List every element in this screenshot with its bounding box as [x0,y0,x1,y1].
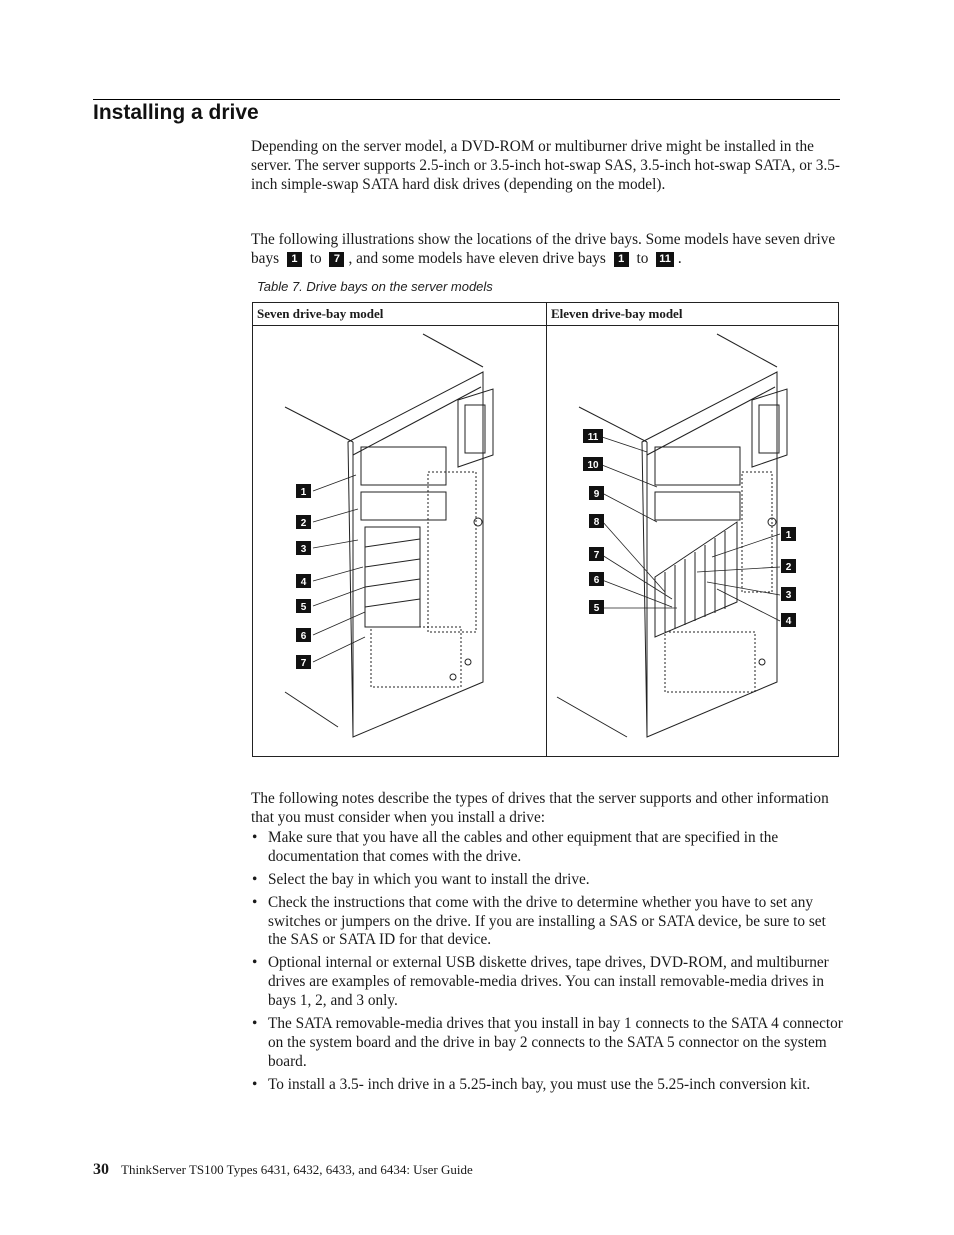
right-label-6: 6 [593,575,600,586]
left-label-2: 2 [300,518,307,529]
to-text-1: to [309,249,322,267]
bays-text-a: The following illustrations show the locations of the drive bays. Some models have seven drive bays [251,231,836,267]
notes-intro: The following notes describe the types of drives that the server supports and other information that you must consider when you install a drive: [251,790,829,826]
left-label-4: 4 [300,577,307,588]
badge-11: 11 [656,252,674,267]
left-label-5: 5 [300,602,307,613]
right-label-1: 1 [785,530,792,541]
right-label-8: 8 [593,517,600,528]
right-label-5: 5 [593,603,600,614]
right-label-7: 7 [593,550,600,561]
right-label-badges [583,429,796,627]
right-label-2: 2 [785,562,792,573]
list-item: • Make sure that you have all the cables and other equipment that are specified in the documentation that comes with the drive. [251,829,843,867]
bays-paragraph [251,231,843,269]
right-label-9: 9 [593,489,600,500]
list-item: • The SATA removable-media drives that you install in bay 1 connects to the SATA 4 connector on the system board and the drive in bay 2 connects to the SATA 5 connector on the system board. [251,1015,843,1071]
page-footer [93,1161,473,1179]
bays-text-b: , and some models have eleven drive bays [348,249,606,267]
col2-header: Eleven drive-bay model [547,303,838,326]
right-label-11: 11 [587,432,599,443]
badge-1b: 1 [614,252,629,267]
left-label-3: 3 [300,544,307,555]
right-label-10: 10 [587,460,599,471]
page-number: 30 [93,1161,109,1178]
left-label-7: 7 [300,658,307,669]
badge-7: 7 [329,252,344,267]
bays-text-c: . [677,249,682,267]
to-text-2: to [636,249,649,267]
eleven-bay-illustration [547,327,838,755]
left-label-badges [296,484,311,669]
badge-1: 1 [287,252,302,267]
heading-rule [93,99,840,100]
right-label-3: 3 [785,590,792,601]
left-label-6: 6 [300,631,307,642]
footer-title: ThinkServer TS100 Types 6431, 6432, 6433, and 6434: User Guide [121,1162,473,1177]
list-item: • Check the instructions that come with the drive to determine whether you have to set any switches or jumpers on the drive. If you are installing a SAS or SATA device, be sure to set the SAS or SATA ID for that device. [251,894,843,950]
intro-paragraph: Depending on the server model, a DVD-ROM or multiburner drive might be installed in the server. The server supports 2.5-inch or 3.5-inch hot-swap SAS, 3.5-inch hot-swap SATA, or 3.5-inch simple-swap SATA hard disk drives (depending on the model). [251,138,841,193]
list-item: • Optional internal or external USB diskette drives, tape drives, DVD-ROM, and multiburner drives are examples of removable-media drives. You can install removable-media drives in bays 1, 2, and 3 only. [251,954,843,1010]
list-item: • To install a 3.5- inch drive in a 5.25-inch bay, you must use the 5.25-inch conversion kit. [251,1076,843,1095]
table-caption: Table 7. Drive bays on the server models [257,279,493,294]
left-label-1: 1 [300,487,307,498]
list-item: • Select the bay in which you want to install the drive. [251,871,843,890]
drive-bay-table [252,302,839,757]
col1-header: Seven drive-bay model [253,303,546,326]
notes-list [251,829,843,1098]
page-heading: Installing a drive [93,101,259,124]
seven-bay-illustration [253,327,545,755]
right-label-4: 4 [785,616,792,627]
